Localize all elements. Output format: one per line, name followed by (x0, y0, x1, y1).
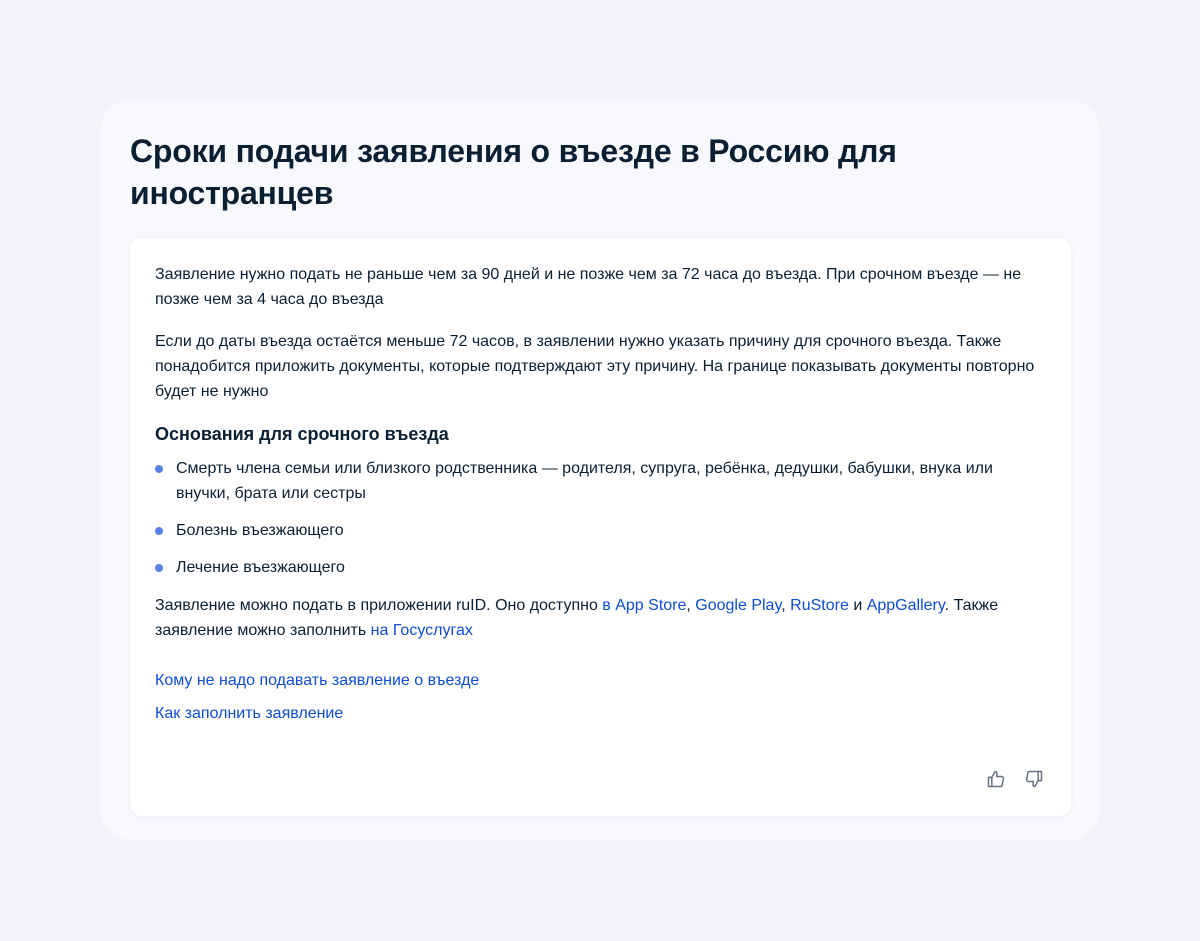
reasons-title: Основания для срочного въезда (155, 424, 449, 444)
thumbs-down-icon (1024, 769, 1044, 789)
apps-text-after: . Также заявление можно заполнить (155, 597, 999, 639)
list-item-text: Лечение въезжающего (176, 559, 345, 576)
like-button[interactable] (985, 768, 1007, 790)
google-play-link[interactable]: Google Play (695, 597, 782, 614)
apps-paragraph (155, 593, 1046, 643)
gosuslugi-link[interactable]: на Госуслугах (370, 622, 473, 639)
apps-text-before: Заявление можно подать в приложении ruID. Оно доступно (155, 597, 603, 614)
how-to-fill-link[interactable]: Как заполнить заявление (155, 705, 344, 722)
page-title: Сроки подачи заявления о въезде в Россию для иностранцев (130, 133, 897, 211)
content-panel (130, 238, 1071, 816)
apps-and: и (848, 597, 867, 614)
list-item (155, 518, 1046, 543)
dislike-button[interactable] (1023, 768, 1045, 790)
info-card (100, 100, 1100, 840)
thumbs-up-icon (986, 769, 1006, 789)
app-store-link[interactable]: в App Store (602, 597, 687, 614)
appgallery-link[interactable]: AppGallery (866, 597, 945, 614)
apps-comma: , (781, 597, 786, 614)
deadline-paragraph: Заявление нужно подать не раньше чем за 90 дней и не позже чем за 72 часа до въезда. При срочном въезде — не позже чем за 4 часа до въезда (155, 266, 1022, 308)
related-links (155, 668, 1046, 726)
rustore-link[interactable]: RuStore (790, 597, 849, 614)
bullet-icon (155, 465, 163, 473)
list-item-text: Болезнь въезжающего (176, 522, 344, 539)
who-not-apply-link[interactable]: Кому не надо подавать заявление о въезде (155, 672, 480, 689)
apps-separator: , (686, 597, 696, 614)
reasons-list (155, 456, 1046, 580)
list-item (155, 555, 1046, 580)
bullet-icon (155, 527, 163, 535)
feedback-controls (985, 768, 1045, 790)
list-item-text: Смерть члена семьи или близкого родственника — родителя, супруга, ребёнка, дедушки, бабушки, внука или внучки, брата или сестры (176, 460, 993, 502)
urgent-entry-paragraph: Если до даты въезда остаётся меньше 72 часов, в заявлении нужно указать причину для срочного въезда. Также понадобится приложить документы, которые подтверждают эту причину. На границе показывать документы повторно будет не нужно (155, 333, 1035, 400)
bullet-icon (155, 564, 163, 572)
list-item (155, 456, 1046, 506)
